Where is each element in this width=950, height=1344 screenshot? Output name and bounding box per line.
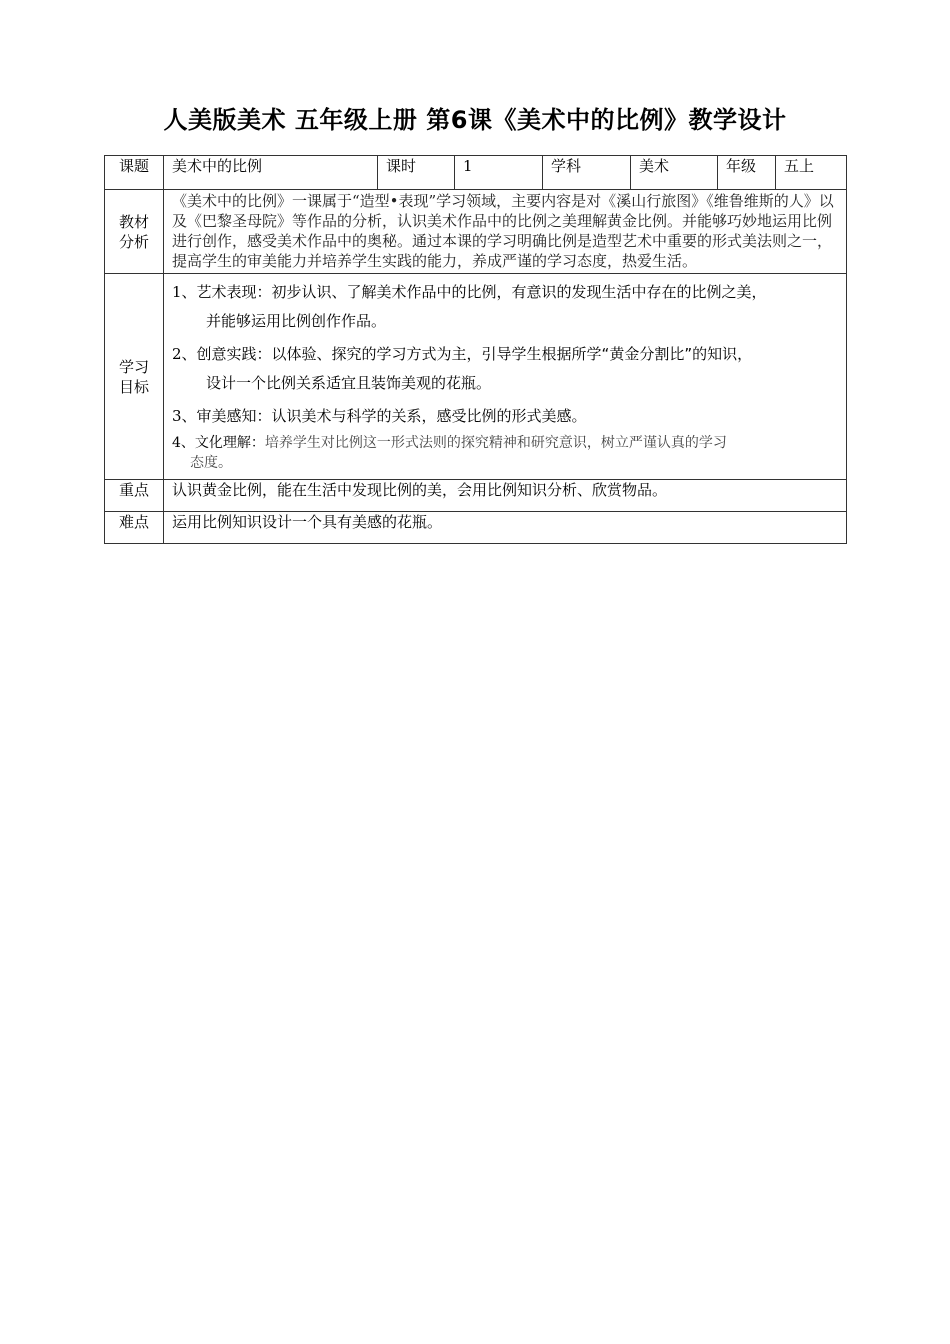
key-point-text: 认识黄金比例，能在生活中发现比例的美，会用比例知识分析、欣赏物品。 <box>164 480 847 512</box>
difficulty-label: 难点 <box>105 512 164 544</box>
analysis-row <box>105 190 847 274</box>
analysis-label-line1: 教材 <box>118 212 149 231</box>
key-point-row <box>105 480 847 512</box>
goal-item <box>172 340 838 398</box>
key-point-label: 重点 <box>105 480 164 512</box>
goal-continuation: 并能够运用比例创作作品。 <box>206 312 387 330</box>
header-row <box>105 156 847 190</box>
goal-continuation: 态度。 <box>190 455 232 471</box>
grade-label: 年级 <box>718 156 776 190</box>
period-label: 课时 <box>378 156 455 190</box>
topic-label: 课题 <box>105 156 164 190</box>
goal-continuation: 设计一个比例关系适宜且装饰美观的花瓶。 <box>206 374 492 392</box>
subject-label: 学科 <box>543 156 631 190</box>
goals-label-line2: 目标 <box>118 377 149 396</box>
goal-number: 4 <box>172 435 181 451</box>
goal-lead: 、文化理解： <box>180 435 265 451</box>
page-title: 人美版美术 五年级上册 第6课《美术中的比例》教学设计 <box>163 106 787 134</box>
difficulty-row <box>105 512 847 544</box>
goal-lead: 、创意实践：以体验、探究的学习方式为主，引导学生根据所学“黄金分割比”的知识， <box>181 345 753 363</box>
subject-value: 美术 <box>631 156 718 190</box>
goal-number: 1 <box>172 283 182 301</box>
analysis-label-line2: 分析 <box>118 232 149 251</box>
goal-item <box>172 402 838 431</box>
analysis-text: 《美术中的比例》一课属于“造型•表现”学习领域，主要内容是对《溪山行旅图》《维鲁维斯的人》以及《巴黎圣母院》等作品的分析，认识美术作品中的比例之美理解黄金比例。并能够巧妙地运用比例进行创作，感受美术作品中的奥秘。通过本课的学习明确比例是造型艺术中重要的形式美法则之一，提高学生的审美能力并培养学生实践的能力，养成严谨的学习态度，热爱生活。 <box>164 190 847 274</box>
goals-label-line1: 学习 <box>118 357 149 376</box>
topic-value: 美术中的比例 <box>164 156 378 190</box>
goal-description: 培养学生对比例这一形式法则的探究精神和研究意识，树立严谨认真的学习 <box>264 435 727 451</box>
grade-value: 五上 <box>776 156 847 190</box>
goal-lead: 、艺术表现：初步认识、了解美术作品中的比例，有意识的发现生活中存在的比例之美， <box>181 283 767 301</box>
goal-item-last <box>172 433 838 473</box>
analysis-label <box>105 190 164 274</box>
goal-number: 3 <box>172 407 182 425</box>
lesson-plan-table <box>104 155 847 544</box>
goals-content <box>164 274 847 480</box>
period-value: 1 <box>455 156 543 190</box>
goals-row <box>105 274 847 480</box>
goal-lead: 、审美感知：认识美术与科学的关系，感受比例的形式美感。 <box>181 407 587 425</box>
goal-number: 2 <box>172 345 182 363</box>
goals-label <box>105 274 164 480</box>
difficulty-text: 运用比例知识设计一个具有美感的花瓶。 <box>164 512 847 544</box>
goal-item <box>172 278 838 336</box>
